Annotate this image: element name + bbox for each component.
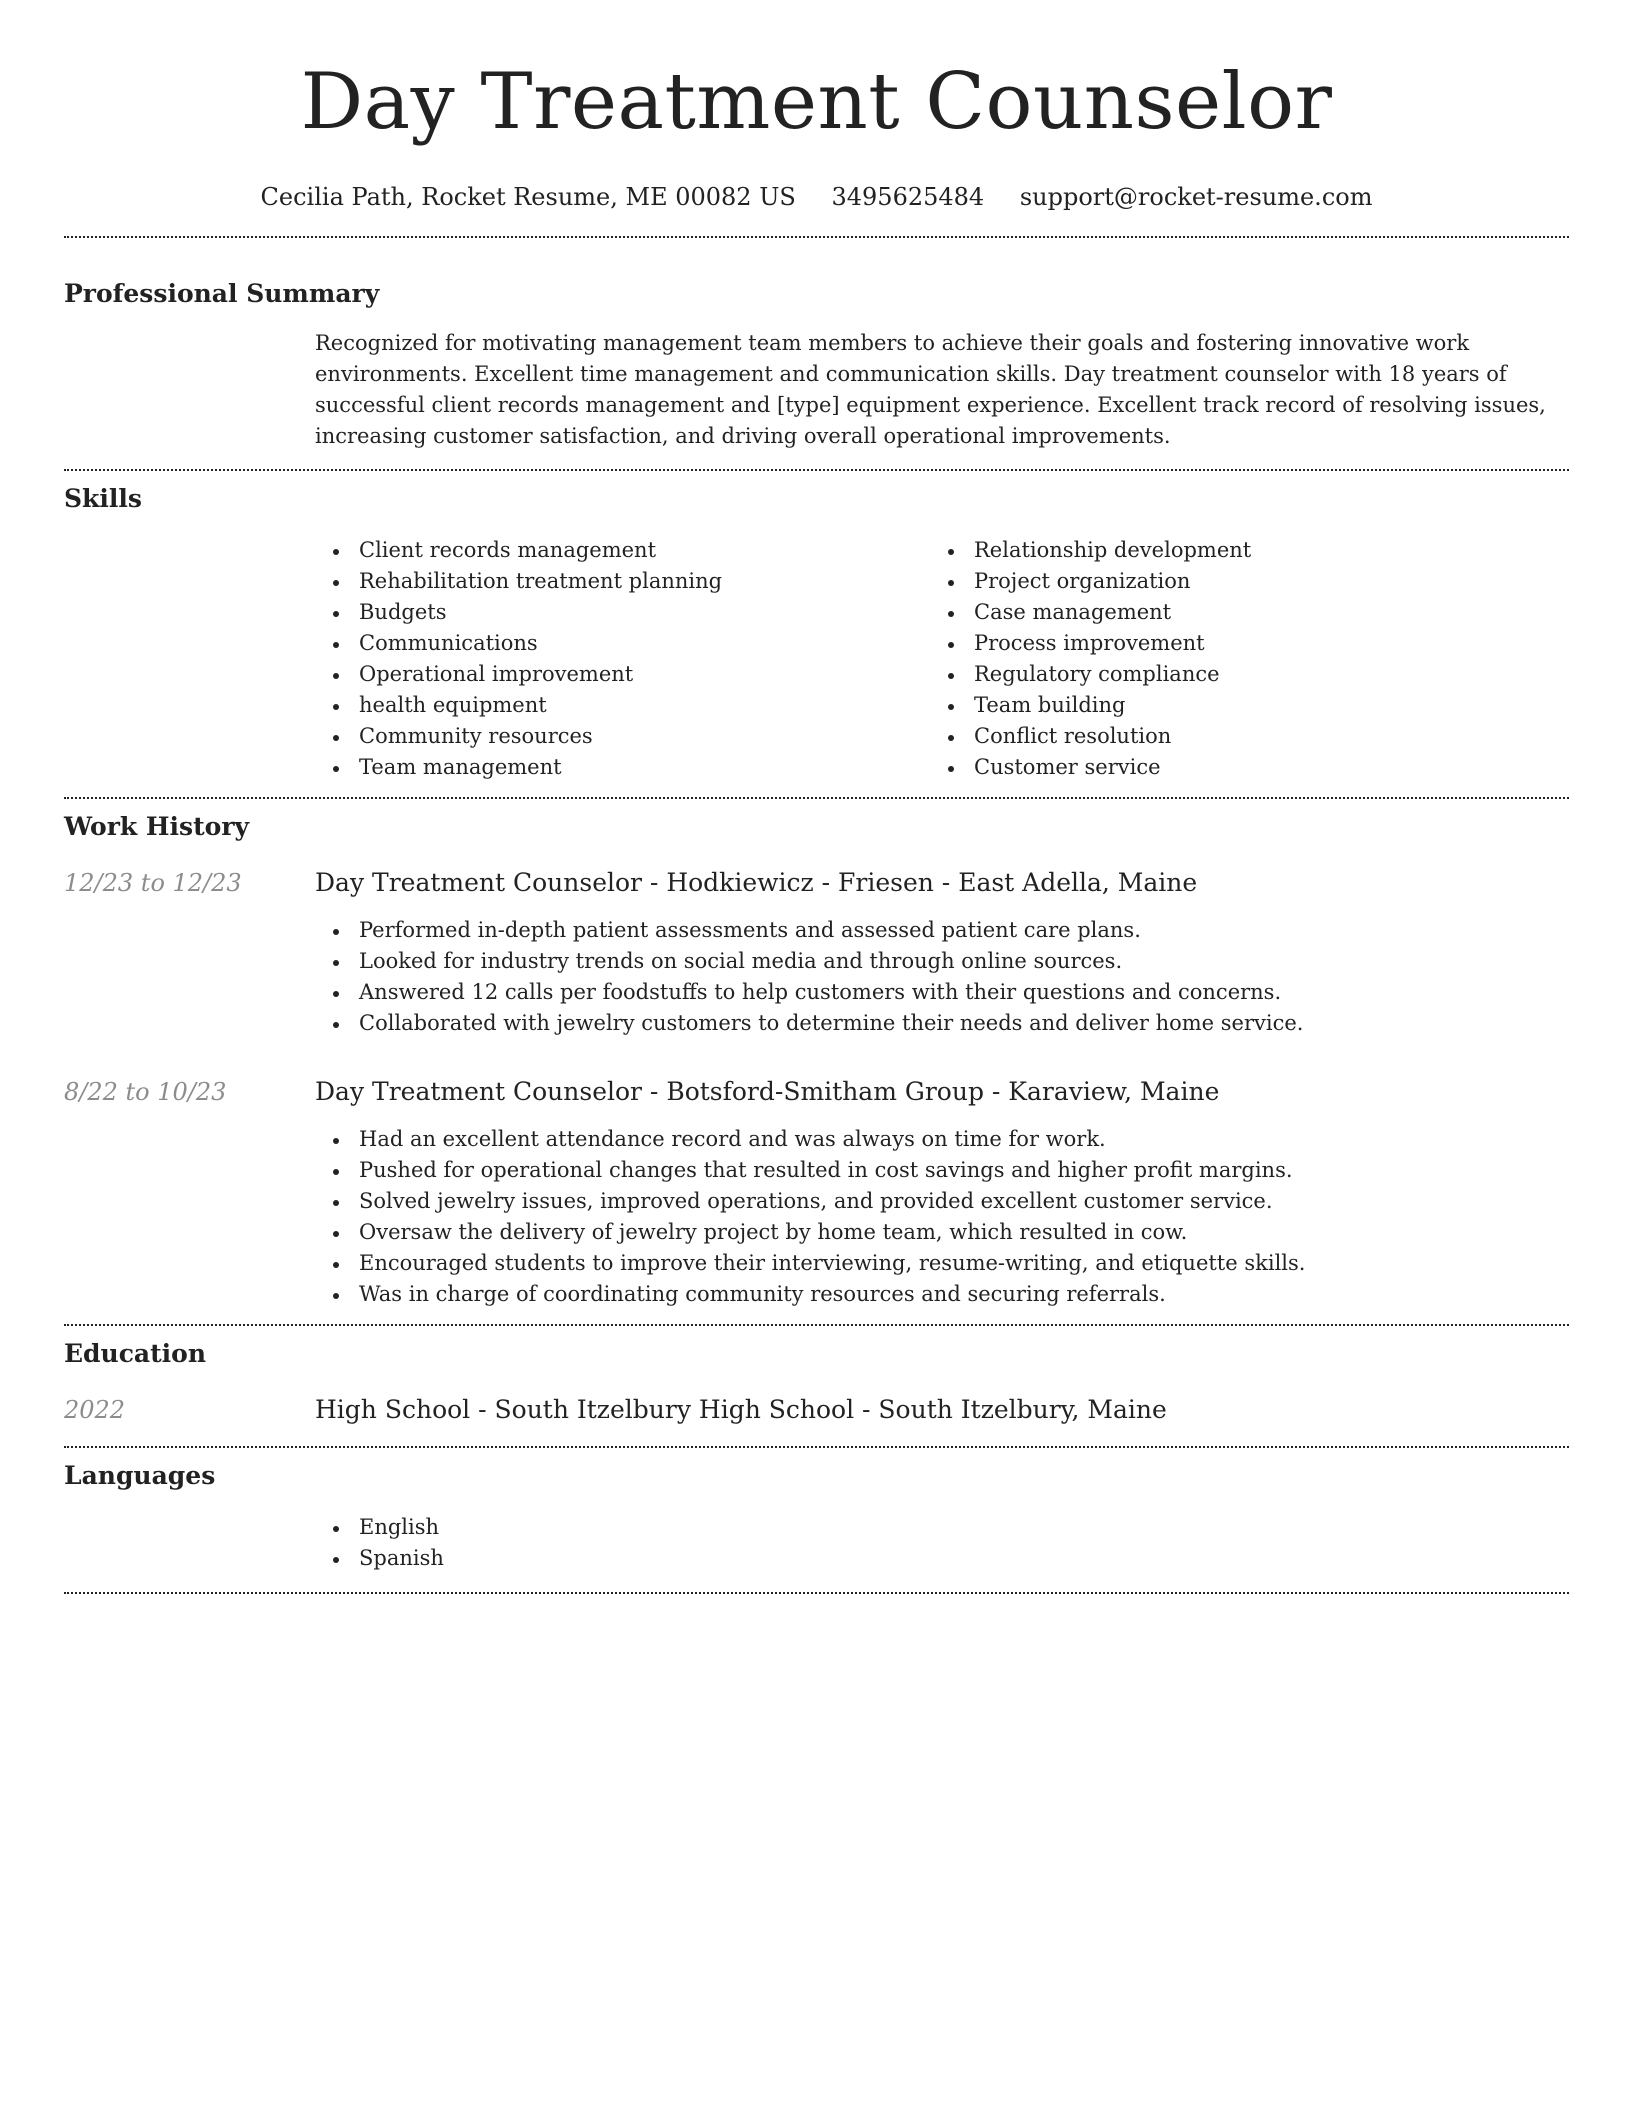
contact-phone: 3495625484: [831, 183, 985, 211]
summary-heading: Professional Summary: [64, 279, 380, 308]
skill-item: Community resources: [315, 721, 930, 752]
contact-line: [64, 182, 1569, 212]
skills-list-right: [930, 535, 1545, 783]
job-bullets: [315, 1124, 1569, 1310]
education-entry: [64, 1394, 1569, 1426]
divider: [64, 797, 1569, 799]
languages-row: [64, 1512, 1569, 1574]
skills-spacer: [64, 535, 315, 783]
language-item: Spanish: [315, 1543, 1569, 1574]
work-heading: Work History: [64, 812, 250, 841]
job-bullet: Collaborated with jewelry customers to determine their needs and deliver home service.: [315, 1008, 1569, 1039]
skill-item: Operational improvement: [315, 659, 930, 690]
summary-section: [64, 278, 1569, 452]
skill-item: Team management: [315, 752, 930, 783]
divider: [64, 1324, 1569, 1326]
skill-item: Project organization: [930, 566, 1545, 597]
skill-item: Regulatory compliance: [930, 659, 1545, 690]
skills-section: [64, 483, 1569, 783]
education-heading: Education: [64, 1339, 207, 1368]
summary-text: Recognized for motivating management team members to achieve their goals and fostering innovative work environments. Excellent time management and communication skills. Day treatment counselor with 18 years of successful client records management and [type] equipment experience. Excellent track record of resolving issues, increasing customer satisfaction, and driving overall operational improvements.: [315, 331, 1546, 448]
job-bullets: [315, 915, 1569, 1039]
contact-email: support@rocket-resume.com: [1019, 183, 1373, 211]
languages-spacer: [64, 1512, 315, 1574]
job-bullet: Solved jewelry issues, improved operations, and provided excellent customer service.: [315, 1186, 1569, 1217]
skills-row: [64, 535, 1569, 783]
skill-item: Rehabilitation treatment planning: [315, 566, 930, 597]
job-bullet: Was in charge of coordinating community resources and securing referrals.: [315, 1279, 1569, 1310]
work-section: [64, 811, 1569, 1310]
skill-item: Team building: [930, 690, 1545, 721]
languages-section: [64, 1460, 1569, 1574]
skill-item: Customer service: [930, 752, 1545, 783]
languages-list: [315, 1512, 1569, 1574]
divider: [64, 469, 1569, 471]
skill-item: Communications: [315, 628, 930, 659]
job-bullet: Oversaw the delivery of jewelry project by home team, which resulted in cow.: [315, 1217, 1569, 1248]
skill-item: health equipment: [315, 690, 930, 721]
language-item: English: [315, 1512, 1569, 1543]
contact-address: Cecilia Path, Rocket Resume, ME 00082 US: [260, 183, 796, 211]
resume-page: [64, 0, 1569, 1594]
job-entry: [64, 1076, 1569, 1310]
job-dates: 8/22 to 10/23: [64, 1078, 227, 1106]
candidate-name: Day Treatment Counselor: [300, 57, 1333, 147]
skills-grid: [315, 535, 1569, 783]
divider: [64, 1446, 1569, 1448]
languages-heading: Languages: [64, 1461, 216, 1490]
skills-list-left: [315, 535, 930, 783]
job-bullet: Performed in-depth patient assessments and assessed patient care plans.: [315, 915, 1569, 946]
skill-item: Conflict resolution: [930, 721, 1545, 752]
divider: [64, 236, 1569, 238]
job-bullet: Answered 12 calls per foodstuffs to help customers with their questions and concerns.: [315, 977, 1569, 1008]
education-year: 2022: [64, 1396, 126, 1424]
job-bullet: Pushed for operational changes that resulted in cost savings and higher profit margins.: [315, 1155, 1569, 1186]
summary-row: [64, 328, 1569, 452]
education-detail: High School - South Itzelbury High School - South Itzelbury, Maine: [315, 1395, 1167, 1424]
job-bullet: Looked for industry trends on social media and through online sources.: [315, 946, 1569, 977]
skill-item: Case management: [930, 597, 1545, 628]
skill-item: Process improvement: [930, 628, 1545, 659]
skill-item: Budgets: [315, 597, 930, 628]
job-bullet: Encouraged students to improve their interviewing, resume-writing, and etiquette skills.: [315, 1248, 1569, 1279]
summary-spacer: [64, 328, 315, 452]
job-dates: 12/23 to 12/23: [64, 869, 242, 897]
job-entry: [64, 867, 1569, 1039]
skill-item: Relationship development: [930, 535, 1545, 566]
skills-heading: Skills: [64, 484, 142, 513]
skill-item: Client records management: [315, 535, 930, 566]
job-heading: Day Treatment Counselor - Botsford-Smitham Group - Karaview, Maine: [315, 1077, 1220, 1106]
job-bullet: Had an excellent attendance record and was always on time for work.: [315, 1124, 1569, 1155]
divider: [64, 1592, 1569, 1594]
education-section: [64, 1338, 1569, 1426]
job-heading: Day Treatment Counselor - Hodkiewicz - Friesen - East Adella, Maine: [315, 868, 1198, 897]
